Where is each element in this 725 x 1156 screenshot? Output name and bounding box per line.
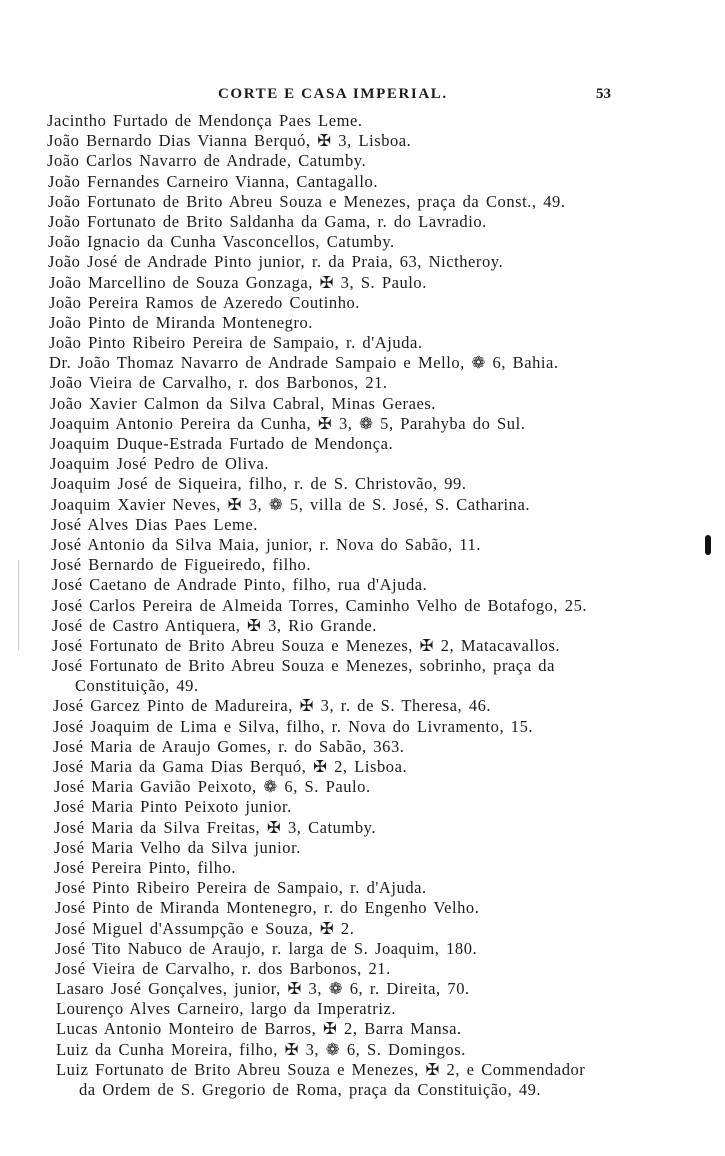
list-item: Joaquim Xavier Neves, ✠ 3, ❁ 5, villa de S. José, S. Catharina. xyxy=(51,494,531,514)
scan-edge-mark xyxy=(705,535,711,555)
list-item: José Miguel d'Assumpção e Souza, ✠ 2. xyxy=(55,918,355,938)
list-item-continuation: da Ordem de S. Gregorio de Roma, praça da Constituição, 49. xyxy=(79,1080,542,1099)
list-item: João Vieira de Carvalho, r. dos Barbonos, 21. xyxy=(50,373,388,393)
list-item: José de Castro Antiquera, ✠ 3, Rio Grande. xyxy=(52,615,377,635)
list-item: João Carlos Navarro de Andrade, Catumby. xyxy=(47,151,367,171)
list-item: João Pinto Ribeiro Pereira de Sampaio, r. d'Ajuda. xyxy=(49,333,423,353)
list-item: José Fortunato de Brito Abreu Souza e Menezes, sobrinho, praça da xyxy=(52,656,555,676)
list-item: José Maria de Araujo Gomes, r. do Sabão, 363. xyxy=(53,736,405,756)
list-item: Joaquim José de Siqueira, filho, r. de S. Christovão, 99. xyxy=(51,474,467,494)
list-item: José Tito Nabuco de Araujo, r. larga de S. Joaquim, 180. xyxy=(55,938,478,958)
list-item: João Bernardo Dias Vianna Berquó, ✠ 3, Lisboa. xyxy=(47,131,412,151)
list-item: José Garcez Pinto de Madureira, ✠ 3, r. de S. Theresa, 46. xyxy=(53,696,492,716)
list-item: Luiz da Cunha Moreira, filho, ✠ 3, ❁ 6, S. Domingos. xyxy=(56,1039,466,1059)
list-item: Joaquim Duque-Estrada Furtado de Mendonça. xyxy=(50,434,394,453)
list-item: José Pereira Pinto, filho. xyxy=(54,857,237,877)
list-item: José Caetano de Andrade Pinto, filho, rua d'Ajuda. xyxy=(52,575,428,595)
list-item: Luiz Fortunato de Brito Abreu Souza e Menezes, ✠ 2, e Commendador xyxy=(56,1059,586,1079)
page-number: 53 xyxy=(596,86,611,102)
list-item: João Fernandes Carneiro Vianna, Cantagallo. xyxy=(48,171,379,191)
list-item: Lourenço Alves Carneiro, largo da Imperatriz. xyxy=(56,999,397,1019)
list-item: José Vieira de Carvalho, r. dos Barbonos, 21. xyxy=(55,958,391,978)
list-item: Lucas Antonio Monteiro de Barros, ✠ 2, Barra Mansa. xyxy=(56,1019,462,1039)
list-item: Dr. João Thomaz Navarro de Andrade Sampaio e Mello, ❁ 6, Bahia. xyxy=(49,353,559,373)
list-item: José Pinto Ribeiro Pereira de Sampaio, r. d'Ajuda. xyxy=(55,878,427,898)
list-item: José Fortunato de Brito Abreu Souza e Menezes, ✠ 2, Matacavallos. xyxy=(52,635,561,655)
list-item: João Fortunato de Brito Saldanha da Gama, r. do Lavradio. xyxy=(48,211,487,231)
list-item: José Joaquim de Lima e Silva, filho, r. Nova do Livramento, 15. xyxy=(53,716,534,736)
list-item: José Maria Pinto Peixoto junior. xyxy=(54,797,292,817)
running-header xyxy=(0,86,725,108)
list-item: Lasaro José Gonçalves, junior, ✠ 3, ❁ 6, r. Direita, 70. xyxy=(56,979,470,999)
list-item: Jacintho Furtado de Mendonça Paes Leme. xyxy=(47,111,363,130)
list-item: João Xavier Calmon da Silva Cabral, Minas Geraes. xyxy=(50,393,436,413)
list-item: José Pinto de Miranda Montenegro, r. do Engenho Velho. xyxy=(55,898,480,918)
list-item: José Maria da Silva Freitas, ✠ 3, Catumby. xyxy=(54,817,377,837)
list-item: José Maria da Gama Dias Berquó, ✠ 2, Lisboa. xyxy=(53,757,408,776)
list-item: João José de Andrade Pinto junior, r. da Praia, 63, Nictheroy. xyxy=(48,252,504,272)
page-title: CORTE E CASA IMPERIAL. xyxy=(218,86,448,102)
list-item: João Marcellino de Souza Gonzaga, ✠ 3, S. Paulo. xyxy=(49,272,427,292)
list-item: José Carlos Pereira de Almeida Torres, Caminho Velho de Botafogo, 25. xyxy=(52,595,588,615)
list-item: João Pereira Ramos de Azeredo Coutinho. xyxy=(49,292,360,312)
list-item: João Ignacio da Cunha Vasconcellos, Catumby. xyxy=(48,232,395,252)
list-item: José Bernardo de Figueiredo, filho. xyxy=(51,555,312,575)
list-item: José Antonio da Silva Maia, junior, r. Nova do Sabão, 11. xyxy=(51,534,481,554)
list-item: Joaquim Antonio Pereira da Cunha, ✠ 3, ❁ 5, Parahyba do Sul. xyxy=(50,413,526,433)
list-item: Joaquim José Pedro de Oliva. xyxy=(50,454,270,474)
name-list xyxy=(47,111,687,1100)
list-item: José Alves Dias Paes Leme. xyxy=(51,514,258,534)
list-item: José Maria Velho da Silva junior. xyxy=(54,837,301,857)
scan-margin-mark xyxy=(18,560,19,650)
list-item: José Maria Gavião Peixoto, ❁ 6, S. Paulo. xyxy=(54,777,371,797)
list-item-continuation: Constituição, 49. xyxy=(75,676,199,696)
list-item: João Pinto de Miranda Montenegro. xyxy=(49,312,313,332)
list-item: João Fortunato de Brito Abreu Souza e Menezes, praça da Const., 49. xyxy=(48,191,566,211)
